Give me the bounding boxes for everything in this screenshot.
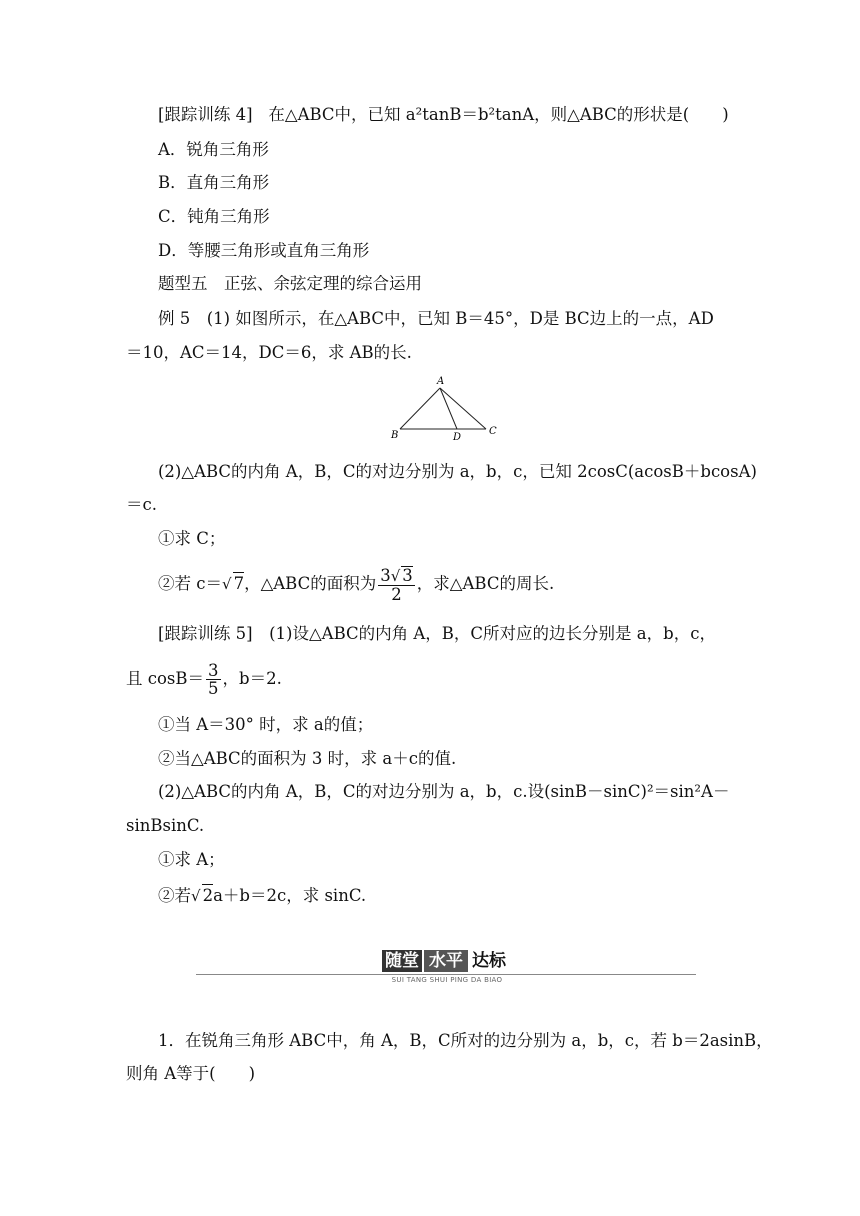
training-5-part-2-line-2: sinBsinC. — [126, 816, 205, 835]
cos-fraction — [206, 662, 221, 697]
p2q2-suffix: a＋b＝2c，求 sinC. — [213, 886, 367, 905]
cos-prefix: 且 cosB＝ — [126, 669, 205, 688]
banner-box-2: 水平 — [424, 950, 468, 972]
section-banner — [196, 948, 696, 988]
area-fraction: $\frac{3√ 3}{2}$ — [380, 566, 413, 604]
training-5-question-1: ①当 A＝30° 时，求 a的值； — [158, 715, 374, 734]
frac-coef: 3 — [380, 566, 391, 585]
cos-den: 5 — [208, 679, 219, 698]
training-4-question: 在△ABC中，已知 a²tanB＝b²tanA，则△ABC的形状是( ) — [268, 105, 729, 124]
banner-subtitle: SUI TANG SHUI PING DA BIAO — [391, 976, 503, 984]
example-5-line-2: ＝10，AC＝14，DC＝6，求 AB的长. — [126, 343, 412, 362]
training-5-question-2: ②当△ABC的面积为 3 时，求 a＋c的值. — [158, 749, 457, 768]
training-5-part-2-q1: ①求 A； — [158, 850, 225, 869]
q2-prefix: ②若 c＝ — [158, 574, 222, 593]
example-5-question-2: ②若 c＝√ 7，△ABC的面积为 $\frac{3√ 3}{2}$ ，求△ABC的周长. — [158, 566, 555, 604]
vertex-label-b: B — [391, 430, 399, 441]
training-5-line-2 — [126, 662, 282, 697]
vertex-label-a: A — [437, 376, 445, 387]
cos-num: 3 — [208, 661, 219, 680]
banner-title — [382, 950, 514, 972]
option-a: A．锐角三角形 — [158, 140, 269, 159]
training-5-part-2-line-1: (2)△ABC的内角 A，B，C的对边分别为 a，b，c.设(sinB－sinC)²＝sin²A－ — [158, 782, 730, 801]
option-d: D．等腰三角形或直角三角形 — [158, 241, 370, 260]
banner-box-1: 随堂 — [382, 950, 422, 972]
banner-plain: 达标 — [472, 951, 506, 971]
option-b: B．直角三角形 — [158, 173, 270, 192]
example-5-part-2-line-1: (2)△ABC的内角 A，B，C的对边分别为 a，b，c，已知 2cosC(acosB＋bcosA) — [158, 462, 757, 481]
example-5-line-1: 例 5 (1) 如图所示，在△ABC中，已知 B＝45°，D是 BC边上的一点，AD — [158, 309, 714, 328]
training-4-tag: [跟踪训练 4] — [158, 105, 253, 124]
banner-rule — [196, 974, 696, 975]
q2-suffix: ，求△ABC的周长. — [416, 574, 555, 593]
problem-1-line-1: 1．在锐角三角形 ABC中，角 A，B，C所对的边分别为 a，b，c，若 b＝2asinB， — [158, 1031, 773, 1050]
training-5-line-1: [跟踪训练 5] (1)设△ABC的内角 A，B，C所对应的边长分别是 a，b，c， — [158, 624, 716, 643]
cos-suffix: ，b＝2. — [222, 669, 282, 688]
frac-den: 2 — [391, 585, 402, 604]
option-c: C．钝角三角形 — [158, 207, 270, 226]
example-5-question-1: ①求 C； — [158, 529, 226, 548]
sqrt-7: 7 — [233, 574, 245, 593]
topic-5-heading: 题型五 正弦、余弦定理的综合运用 — [158, 274, 422, 293]
training-4-stem — [158, 104, 729, 126]
example-5-part-2-line-2: ＝c. — [126, 495, 157, 514]
vertex-label-d: D — [453, 432, 462, 443]
p2q2-prefix: ②若 — [158, 886, 191, 905]
training-5-part-2-q2: ②若√ 2a＋b＝2c，求 sinC. — [158, 886, 367, 905]
q2-middle: ，△ABC的面积为 — [244, 574, 377, 593]
sqrt-2: 2 — [202, 886, 214, 905]
problem-1-line-2: 则角 A等于( ) — [126, 1064, 256, 1083]
triangle-figure — [388, 374, 508, 444]
frac-rad: 3 — [402, 566, 413, 585]
vertex-label-c: C — [489, 426, 497, 437]
